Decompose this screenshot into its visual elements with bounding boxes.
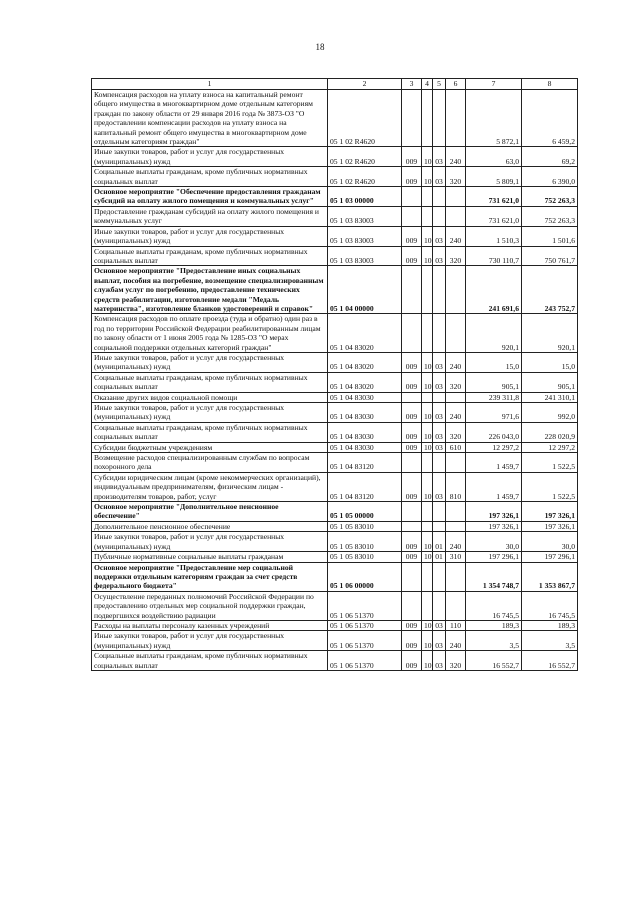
- row-col-6: [446, 521, 466, 531]
- row-code: 05 1 04 83120: [328, 472, 402, 501]
- row-col-5: [433, 206, 446, 226]
- row-value-col-7: 1 459,7: [466, 472, 522, 501]
- row-col-3: 009: [402, 403, 422, 423]
- row-code: 05 1 02 R4620: [328, 147, 402, 167]
- row-col-5: 03: [433, 422, 446, 442]
- row-col-5: [433, 266, 446, 314]
- row-col-5: 03: [433, 226, 446, 246]
- row-col-4: [422, 206, 433, 226]
- row-col-4: [422, 266, 433, 314]
- table-body: [92, 79, 578, 671]
- row-col-6: [446, 392, 466, 402]
- row-col-3: 009: [402, 246, 422, 266]
- row-col-3: [402, 90, 422, 147]
- row-col-3: 009: [402, 372, 422, 392]
- row-name: Субсидии бюджетным учреждениям: [92, 442, 328, 452]
- row-col-6: 320: [446, 372, 466, 392]
- header-col-6: 6: [446, 79, 466, 90]
- row-col-3: 009: [402, 472, 422, 501]
- row-col-6: [446, 266, 466, 314]
- row-code: 05 1 06 51370: [328, 620, 402, 630]
- row-col-3: 009: [402, 620, 422, 630]
- row-col-3: [402, 591, 422, 620]
- row-value-col-8: 189,3: [522, 620, 578, 630]
- budget-table: [91, 78, 578, 671]
- row-code: 05 1 04 00000: [328, 266, 402, 314]
- row-code: 05 1 04 83120: [328, 453, 402, 473]
- row-value-col-7: 15,0: [466, 352, 522, 372]
- row-code: 05 1 03 83003: [328, 246, 402, 266]
- row-name: Компенсация расходов на уплату взноса на капитальный ремонт общего имущества в многоквартирном доме отдельным категориям граждан по закону области от 29 января 2016 года № 3873-ОЗ "О предоставлении компенсации расходов на уплату взноса на капитальный ремонт общего имущества в многоквартирном доме отдельным категориям граждан": [92, 90, 328, 147]
- row-value-col-8: 12 297,2: [522, 442, 578, 452]
- row-col-3: [402, 562, 422, 591]
- row-col-5: 03: [433, 372, 446, 392]
- row-value-col-7: 16 552,7: [466, 651, 522, 671]
- row-value-col-8: 15,0: [522, 352, 578, 372]
- row-col-3: [402, 266, 422, 314]
- row-value-col-8: 752 263,3: [522, 187, 578, 207]
- row-col-4: [422, 502, 433, 522]
- table-row: [92, 266, 578, 314]
- row-col-6: 320: [446, 246, 466, 266]
- row-col-5: [433, 502, 446, 522]
- row-col-6: 110: [446, 620, 466, 630]
- row-value-col-8: 920,1: [522, 314, 578, 353]
- row-name: Субсидии юридическим лицам (кроме некоммерческих организаций), индивидуальным предпринимателям, физическим лицам - производителям товаров, работ, услуг: [92, 472, 328, 501]
- row-value-col-8: 1 353 867,7: [522, 562, 578, 591]
- row-col-3: 009: [402, 147, 422, 167]
- row-col-4: [422, 521, 433, 531]
- row-value-col-8: 197 326,1: [522, 502, 578, 522]
- row-name: Расходы на выплаты персоналу казенных учреждений: [92, 620, 328, 630]
- row-col-4: 10: [422, 472, 433, 501]
- row-col-6: 240: [446, 352, 466, 372]
- table-row: [92, 352, 578, 372]
- table-row: [92, 90, 578, 147]
- row-value-col-8: 752 263,3: [522, 206, 578, 226]
- row-code: 05 1 06 00000: [328, 562, 402, 591]
- row-code: 05 1 06 51370: [328, 651, 402, 671]
- row-col-5: 03: [433, 167, 446, 187]
- row-col-6: [446, 591, 466, 620]
- row-col-4: 10: [422, 651, 433, 671]
- row-code: 05 1 05 83010: [328, 521, 402, 531]
- table-row: [92, 187, 578, 207]
- row-col-4: 10: [422, 167, 433, 187]
- row-col-3: [402, 521, 422, 531]
- row-col-3: [402, 392, 422, 402]
- row-col-5: [433, 453, 446, 473]
- table-row: [92, 167, 578, 187]
- row-col-4: 10: [422, 442, 433, 452]
- row-col-4: [422, 453, 433, 473]
- row-name: Иные закупки товаров, работ и услуг для государственных (муниципальных) нужд: [92, 532, 328, 552]
- row-col-5: [433, 187, 446, 207]
- row-value-col-8: 1 522,5: [522, 453, 578, 473]
- row-name: Основное мероприятие "Дополнительное пенсионное обеспечение": [92, 502, 328, 522]
- row-col-4: [422, 187, 433, 207]
- row-col-6: 320: [446, 422, 466, 442]
- row-col-6: [446, 562, 466, 591]
- row-name: Иные закупки товаров, работ и услуг для государственных (муниципальных) нужд: [92, 631, 328, 651]
- row-name: Основное мероприятие "Обеспечение предоставления гражданам субсидий на оплату жилого помещения и коммунальных услуг": [92, 187, 328, 207]
- row-value-col-7: 3,5: [466, 631, 522, 651]
- row-col-3: 009: [402, 352, 422, 372]
- table-row: [92, 422, 578, 442]
- row-col-4: 10: [422, 532, 433, 552]
- row-value-col-8: 69,2: [522, 147, 578, 167]
- table-row: [92, 562, 578, 591]
- row-col-5: 03: [433, 403, 446, 423]
- row-value-col-7: 5 872,1: [466, 90, 522, 147]
- row-name: Социальные выплаты гражданам, кроме публичных нормативных социальных выплат: [92, 372, 328, 392]
- row-col-4: [422, 90, 433, 147]
- header-col-1: 1: [92, 79, 328, 90]
- row-value-col-8: 3,5: [522, 631, 578, 651]
- row-col-6: 610: [446, 442, 466, 452]
- row-name: Предоставление гражданам субсидий на оплату жилого помещения и коммунальных услуг: [92, 206, 328, 226]
- header-col-5: 5: [433, 79, 446, 90]
- header-row: [92, 79, 578, 90]
- row-col-3: 009: [402, 631, 422, 651]
- row-value-col-7: 731 621,0: [466, 187, 522, 207]
- row-col-6: [446, 206, 466, 226]
- row-col-4: [422, 392, 433, 402]
- table-row: [92, 631, 578, 651]
- row-name: Иные закупки товаров, работ и услуг для государственных (муниципальных) нужд: [92, 226, 328, 246]
- row-value-col-7: 30,0: [466, 532, 522, 552]
- row-col-3: [402, 502, 422, 522]
- row-value-col-7: 197 326,1: [466, 521, 522, 531]
- row-value-col-7: 905,1: [466, 372, 522, 392]
- row-value-col-7: 5 809,1: [466, 167, 522, 187]
- row-name: Оказание других видов социальной помощи: [92, 392, 328, 402]
- row-code: 05 1 05 83010: [328, 552, 402, 562]
- row-col-6: [446, 314, 466, 353]
- row-col-3: 009: [402, 422, 422, 442]
- row-value-col-8: 197 296,1: [522, 552, 578, 562]
- row-col-6: [446, 502, 466, 522]
- row-col-6: 310: [446, 552, 466, 562]
- row-code: 05 1 04 83020: [328, 352, 402, 372]
- row-col-6: 320: [446, 167, 466, 187]
- row-value-col-7: 63,0: [466, 147, 522, 167]
- row-value-col-8: 750 761,7: [522, 246, 578, 266]
- row-name: Иные закупки товаров, работ и услуг для государственных (муниципальных) нужд: [92, 403, 328, 423]
- row-col-4: 10: [422, 352, 433, 372]
- row-code: 05 1 04 83030: [328, 392, 402, 402]
- table-row: [92, 392, 578, 402]
- row-value-col-7: 1 459,7: [466, 453, 522, 473]
- row-value-col-8: 905,1: [522, 372, 578, 392]
- page-number: 18: [315, 42, 325, 52]
- row-code: 05 1 02 R4620: [328, 167, 402, 187]
- header-col-3: 3: [402, 79, 422, 90]
- row-value-col-8: 16 552,7: [522, 651, 578, 671]
- row-col-6: 240: [446, 147, 466, 167]
- row-col-5: [433, 314, 446, 353]
- table-row: [92, 314, 578, 353]
- table-row: [92, 591, 578, 620]
- row-col-5: 03: [433, 631, 446, 651]
- table-row: [92, 521, 578, 531]
- row-code: 05 1 06 51370: [328, 631, 402, 651]
- row-col-3: [402, 314, 422, 353]
- row-value-col-7: 197 296,1: [466, 552, 522, 562]
- row-col-3: 009: [402, 442, 422, 452]
- row-name: Иные закупки товаров, работ и услуг для государственных (муниципальных) нужд: [92, 352, 328, 372]
- row-col-5: [433, 591, 446, 620]
- row-value-col-7: 730 110,7: [466, 246, 522, 266]
- row-value-col-7: 226 043,0: [466, 422, 522, 442]
- table-row: [92, 206, 578, 226]
- table-row: [92, 246, 578, 266]
- row-code: 05 1 04 83030: [328, 422, 402, 442]
- table-row: [92, 651, 578, 671]
- row-col-5: [433, 521, 446, 531]
- row-value-col-7: 241 691,6: [466, 266, 522, 314]
- row-col-5: [433, 392, 446, 402]
- row-value-col-8: 16 745,5: [522, 591, 578, 620]
- row-col-6: [446, 90, 466, 147]
- row-col-4: 10: [422, 147, 433, 167]
- row-value-col-7: 189,3: [466, 620, 522, 630]
- row-value-col-7: 731 621,0: [466, 206, 522, 226]
- row-value-col-7: 16 745,5: [466, 591, 522, 620]
- row-code: 05 1 02 R4620: [328, 90, 402, 147]
- row-code: 05 1 04 83030: [328, 442, 402, 452]
- row-name: Публичные нормативные социальные выплаты гражданам: [92, 552, 328, 562]
- row-value-col-7: 12 297,2: [466, 442, 522, 452]
- table-row: [92, 226, 578, 246]
- row-value-col-7: 1 510,3: [466, 226, 522, 246]
- table-row: [92, 472, 578, 501]
- row-value-col-8: 992,0: [522, 403, 578, 423]
- row-col-5: 01: [433, 552, 446, 562]
- row-name: Основное мероприятие "Предоставление мер социальной поддержки отдельным категориям граждан за счет средств федерального бюджета": [92, 562, 328, 591]
- row-col-3: [402, 206, 422, 226]
- row-name: Основное мероприятие "Предоставление иных социальных выплат, пособия на погребение, возмещение специализированным службам услуг по погребению, предоставление технических средств реабилитации, изготовление медали "Медаль материнства", изготовление бланков удостоверений и справок": [92, 266, 328, 314]
- header-col-8: 8: [522, 79, 578, 90]
- row-col-5: 03: [433, 352, 446, 372]
- row-value-col-8: 1 501,6: [522, 226, 578, 246]
- row-col-6: 320: [446, 651, 466, 671]
- header-col-4: 4: [422, 79, 433, 90]
- row-name: Дополнительное пенсионное обеспечение: [92, 521, 328, 531]
- row-code: 05 1 03 83003: [328, 206, 402, 226]
- row-col-3: 009: [402, 552, 422, 562]
- row-col-4: 10: [422, 372, 433, 392]
- table-row: [92, 620, 578, 630]
- table-row: [92, 147, 578, 167]
- row-name: Социальные выплаты гражданам, кроме публичных нормативных социальных выплат: [92, 246, 328, 266]
- row-value-col-8: 30,0: [522, 532, 578, 552]
- row-value-col-7: 920,1: [466, 314, 522, 353]
- row-col-6: 240: [446, 532, 466, 552]
- row-name: Компенсация расходов по оплате проезда (туда и обратно) один раз в год по территории Российской Федерации реабилитированным лицам по закону области от 1 июня 2005 года № 1285-ОЗ "О мерах социальной поддержки отдельных категорий граждан": [92, 314, 328, 353]
- row-col-4: 10: [422, 631, 433, 651]
- table-row: [92, 403, 578, 423]
- row-col-5: [433, 90, 446, 147]
- row-col-3: 009: [402, 167, 422, 187]
- row-name: Социальные выплаты гражданам, кроме публичных нормативных социальных выплат: [92, 422, 328, 442]
- row-col-6: 240: [446, 403, 466, 423]
- row-value-col-8: 1 522,5: [522, 472, 578, 501]
- row-name: Иные закупки товаров, работ и услуг для государственных (муниципальных) нужд: [92, 147, 328, 167]
- row-col-5: 03: [433, 246, 446, 266]
- table-row: [92, 372, 578, 392]
- row-code: 05 1 04 83030: [328, 403, 402, 423]
- row-col-6: 240: [446, 226, 466, 246]
- row-value-col-8: 6 459,2: [522, 90, 578, 147]
- row-code: 05 1 04 83020: [328, 372, 402, 392]
- row-col-5: 03: [433, 472, 446, 501]
- table-row: [92, 442, 578, 452]
- row-col-5: 03: [433, 651, 446, 671]
- row-value-col-8: 241 310,1: [522, 392, 578, 402]
- row-col-4: 10: [422, 246, 433, 266]
- row-code: 05 1 06 51370: [328, 591, 402, 620]
- row-code: 05 1 05 83010: [328, 532, 402, 552]
- row-value-col-8: 6 390,0: [522, 167, 578, 187]
- row-col-6: 240: [446, 631, 466, 651]
- row-code: 05 1 05 00000: [328, 502, 402, 522]
- row-value-col-8: 197 326,1: [522, 521, 578, 531]
- row-col-5: 03: [433, 620, 446, 630]
- row-col-4: [422, 314, 433, 353]
- row-code: 05 1 03 83003: [328, 226, 402, 246]
- row-col-5: [433, 562, 446, 591]
- row-name: Возмещение расходов специализированным службам по вопросам похоронного дела: [92, 453, 328, 473]
- row-col-4: [422, 562, 433, 591]
- row-col-4: 10: [422, 620, 433, 630]
- header-col-7: 7: [466, 79, 522, 90]
- row-name: Социальные выплаты гражданам, кроме публичных нормативных социальных выплат: [92, 167, 328, 187]
- row-col-4: 10: [422, 226, 433, 246]
- table-row: [92, 453, 578, 473]
- row-col-4: [422, 591, 433, 620]
- row-col-3: 009: [402, 532, 422, 552]
- row-col-3: [402, 187, 422, 207]
- row-value-col-7: 239 311,8: [466, 392, 522, 402]
- row-col-5: 01: [433, 532, 446, 552]
- row-col-3: [402, 453, 422, 473]
- row-col-6: 810: [446, 472, 466, 501]
- row-value-col-8: 228 020,9: [522, 422, 578, 442]
- row-col-3: 009: [402, 651, 422, 671]
- table-row: [92, 532, 578, 552]
- row-col-4: 10: [422, 422, 433, 442]
- row-col-6: [446, 453, 466, 473]
- row-value-col-7: 197 326,1: [466, 502, 522, 522]
- table-row: [92, 502, 578, 522]
- row-col-3: 009: [402, 226, 422, 246]
- row-col-5: 03: [433, 442, 446, 452]
- row-col-4: 10: [422, 403, 433, 423]
- row-code: 05 1 04 83020: [328, 314, 402, 353]
- row-col-4: 10: [422, 552, 433, 562]
- header-col-2: 2: [328, 79, 402, 90]
- row-col-5: 03: [433, 147, 446, 167]
- row-code: 05 1 03 00000: [328, 187, 402, 207]
- row-value-col-7: 1 354 748,7: [466, 562, 522, 591]
- row-col-6: [446, 187, 466, 207]
- row-value-col-7: 971,6: [466, 403, 522, 423]
- row-value-col-8: 243 752,7: [522, 266, 578, 314]
- table-row: [92, 552, 578, 562]
- row-name: Осуществление переданных полномочий Российской Федерации по предоставлению отдельных мер социальной поддержки граждан, подвергшихся воздействию радиации: [92, 591, 328, 620]
- row-name: Социальные выплаты гражданам, кроме публичных нормативных социальных выплат: [92, 651, 328, 671]
